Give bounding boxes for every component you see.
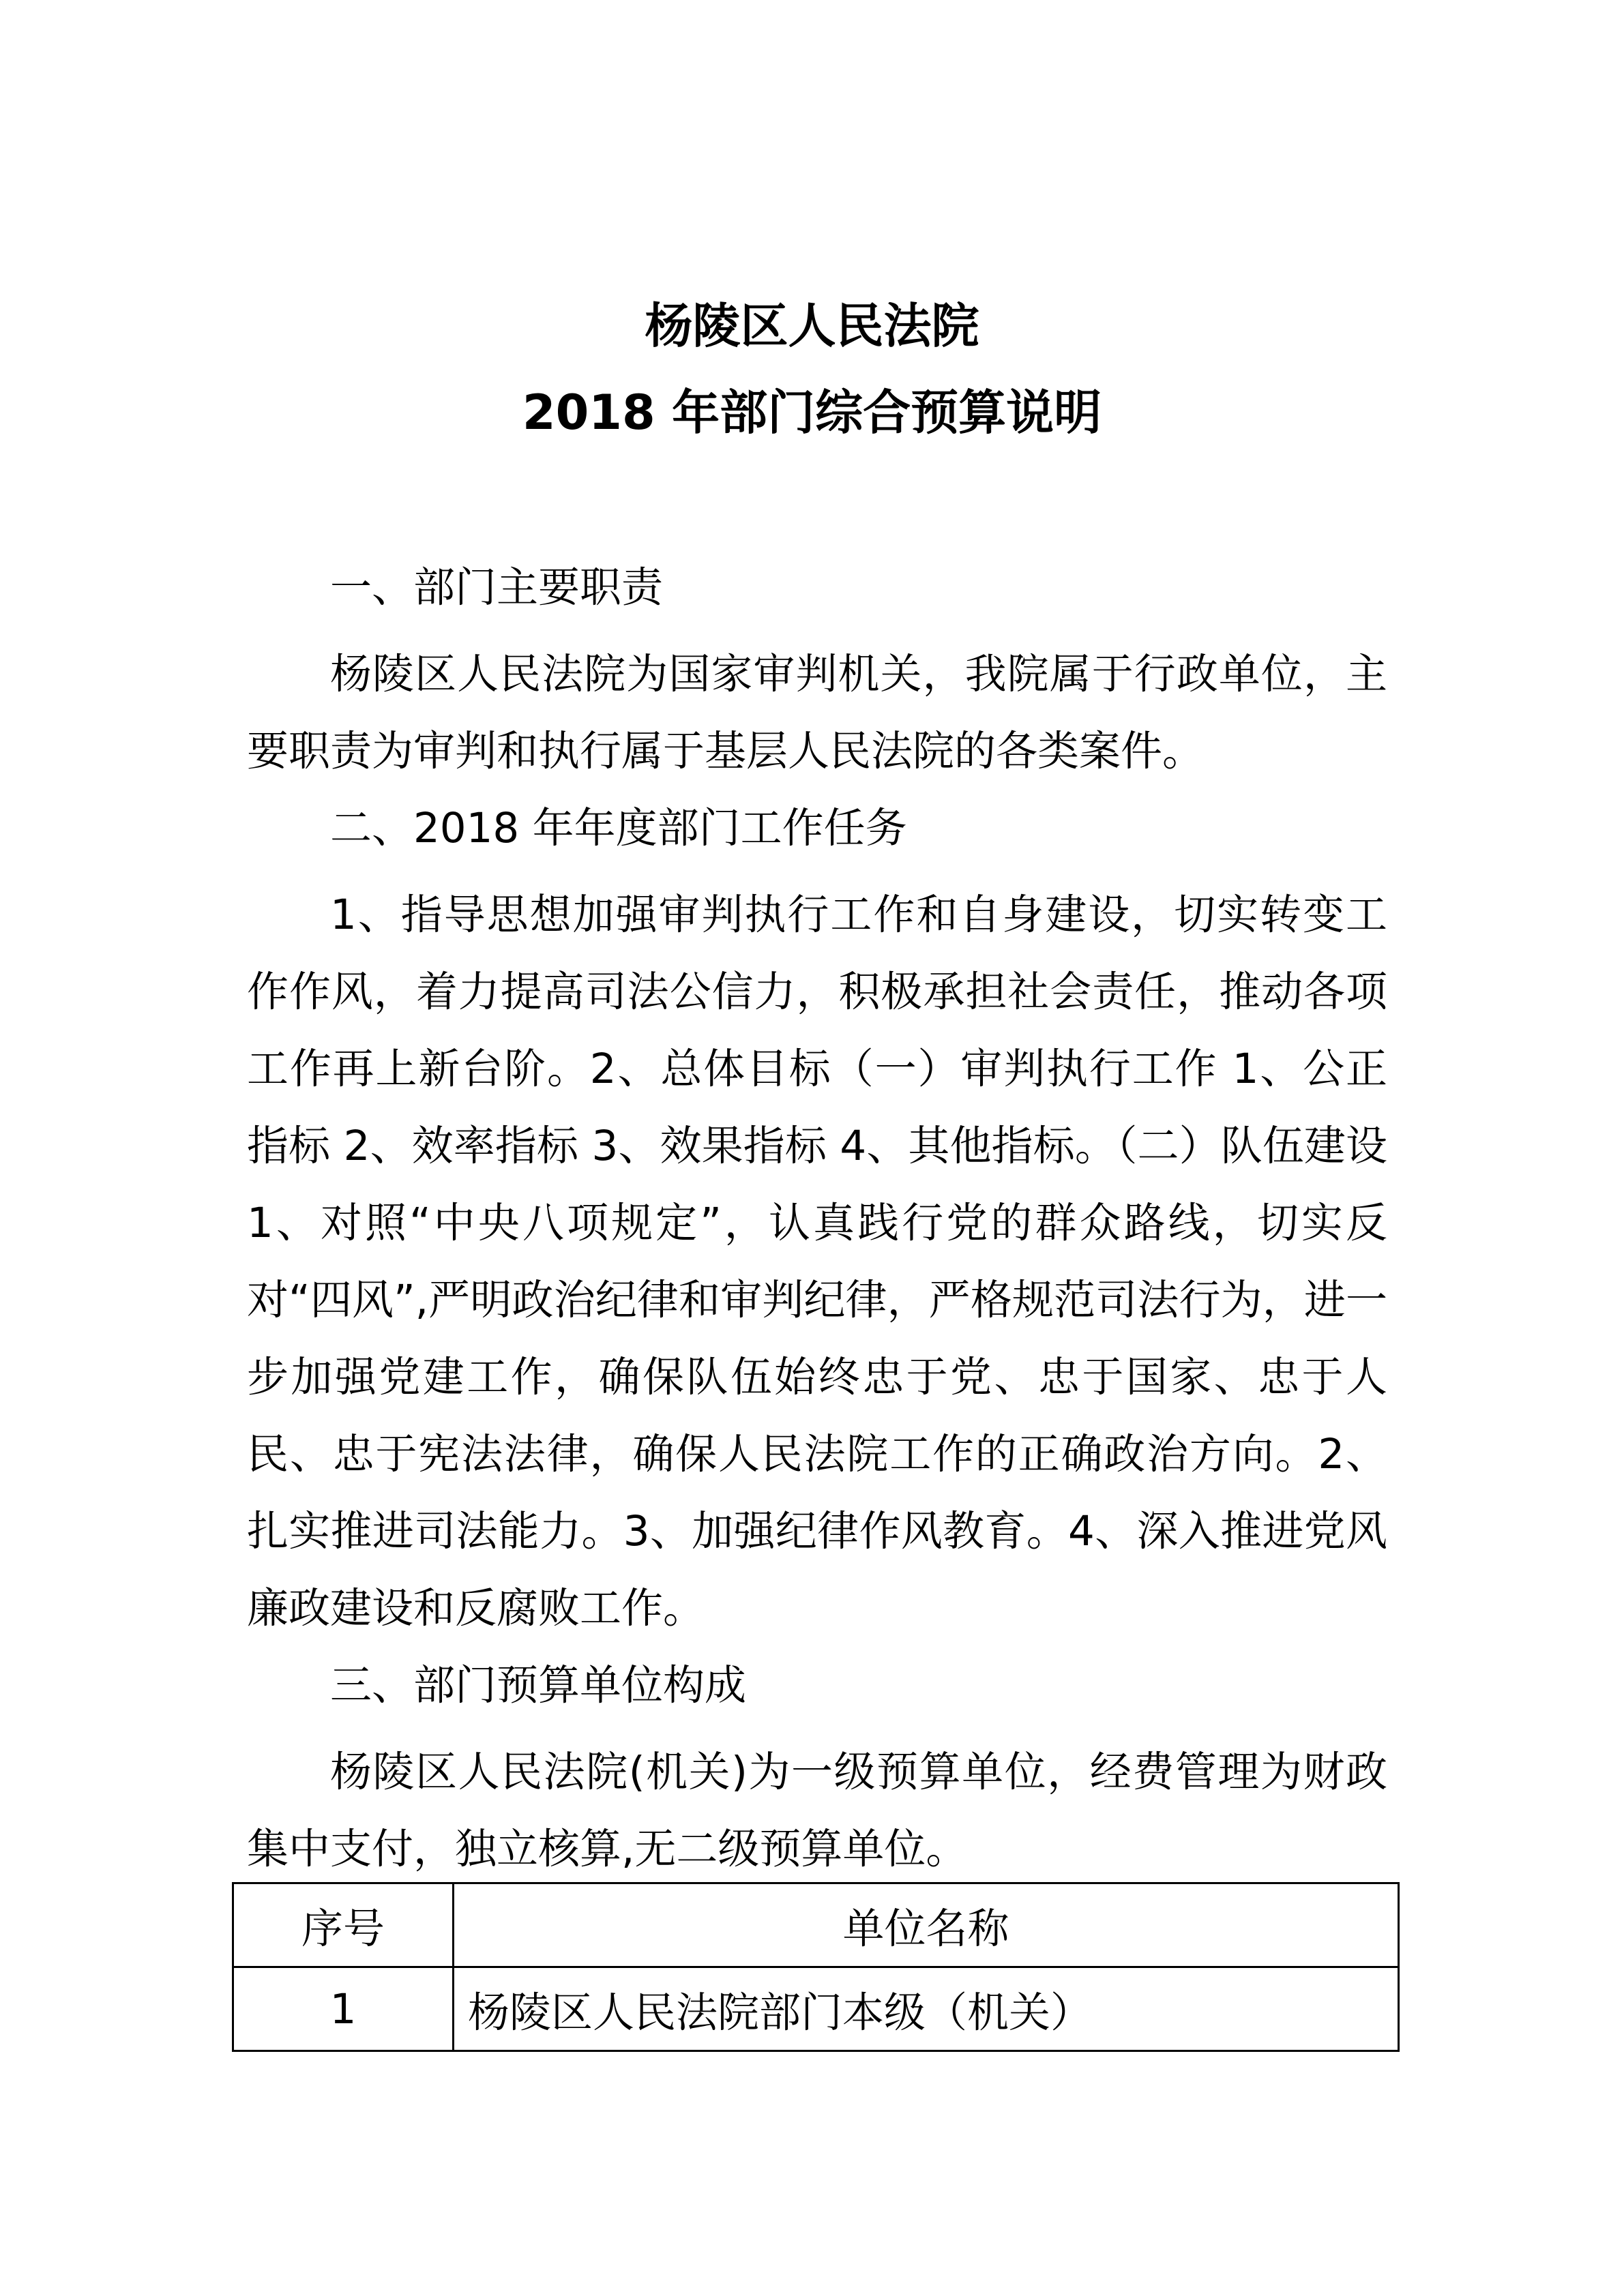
table-header-row xyxy=(233,1883,1399,1967)
section-2-heading: 二、2018 年年度部门工作任务 xyxy=(330,804,907,852)
document-subtitle: 2018 年部门综合预算说明 xyxy=(522,385,1102,441)
document-body xyxy=(247,549,1387,1888)
section-1-heading: 一、部门主要职责 xyxy=(330,563,664,612)
section-3-body: 杨陵区人民法院(机关)为一级预算单位，经费管理为财政集中支付，独立核算,无二级预算单位。 xyxy=(247,1748,1387,1873)
section-2-body: 1、指导思想加强审判执行工作和自身建设，切实转变工作作风，着力提高司法公信力，积极承担社会责任，推动各项工作再上新台阶。2、总体目标（一）审判执行工作 1、公正指标 2、效率指标 3、效果指标 4、其他指标。（二）队伍建设 1、对照“中央八项规定”，认真践行党的群众路线，切实反对“四风”,严明政治纪律和审判纪律，严格规范司法行为，进一步加强党建工作，确保队伍始终忠于党、忠于国家、忠于人民、忠于宪法法律，确保人民法院工作的正确政治方向。2、扎实推进司法能力。3、加强纪律作风教育。4、深入推进党风廉政建设和反腐败工作。 xyxy=(247,891,1387,1632)
table-cell-unit-name: 杨陵区人民法院部门本级（机关） xyxy=(454,1967,1399,2051)
table-row xyxy=(233,1967,1399,2051)
document-title: 杨陵区人民法院 xyxy=(645,298,979,354)
table-header-seq: 序号 xyxy=(233,1883,454,1967)
table-header-unit-name: 单位名称 xyxy=(454,1883,1399,1967)
table-cell-seq: 1 xyxy=(233,1967,454,2051)
budget-unit-table xyxy=(232,1882,1400,2052)
section-1-body: 杨陵区人民法院为国家审判机关，我院属于行政单位，主要职责为审判和执行属于基层人民法院的各类案件。 xyxy=(247,650,1387,775)
section-3-heading: 三、部门预算单位构成 xyxy=(330,1661,747,1710)
